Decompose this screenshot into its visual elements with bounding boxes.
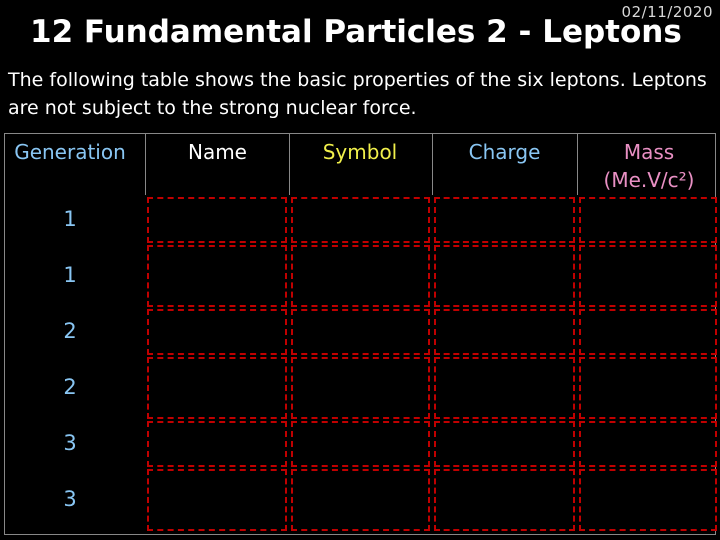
symbol-cell[interactable] bbox=[291, 469, 430, 531]
generation-cell: 2 bbox=[63, 319, 77, 343]
slide-title: 12 Fundamental Particles 2 - Leptons bbox=[30, 14, 682, 50]
generation-cell: 1 bbox=[63, 207, 77, 231]
symbol-cell[interactable] bbox=[291, 421, 430, 467]
mass-cell[interactable] bbox=[579, 469, 717, 531]
mass-cell[interactable] bbox=[579, 421, 717, 467]
column-divider bbox=[577, 134, 578, 195]
generation-cell: 3 bbox=[63, 487, 77, 511]
name-cell[interactable] bbox=[147, 469, 287, 531]
symbol-cell[interactable] bbox=[291, 245, 430, 307]
name-cell[interactable] bbox=[147, 421, 287, 467]
name-cell[interactable] bbox=[147, 197, 287, 243]
charge-cell[interactable] bbox=[434, 197, 575, 243]
header-symbol: Symbol bbox=[322, 140, 398, 164]
mass-cell[interactable] bbox=[579, 245, 717, 307]
column-divider bbox=[145, 134, 146, 195]
generation-cell: 2 bbox=[63, 375, 77, 399]
header-charge: Charge bbox=[468, 140, 541, 164]
column-divider bbox=[432, 134, 433, 195]
mass-cell[interactable] bbox=[579, 197, 717, 243]
header-mass bbox=[583, 138, 715, 194]
charge-cell[interactable] bbox=[434, 309, 575, 355]
generation-cell: 1 bbox=[63, 263, 77, 287]
header-mass-line1: Mass bbox=[623, 140, 675, 164]
charge-cell[interactable] bbox=[434, 357, 575, 419]
intro-paragraph: The following table shows the basic properties of the six leptons. Leptons are not subject to the strong nuclear force. bbox=[8, 69, 707, 119]
column-divider bbox=[289, 134, 290, 195]
name-cell[interactable] bbox=[147, 357, 287, 419]
mass-cell[interactable] bbox=[579, 357, 717, 419]
name-cell[interactable] bbox=[147, 245, 287, 307]
header-generation: Generation bbox=[14, 140, 126, 164]
charge-cell[interactable] bbox=[434, 469, 575, 531]
generation-cell: 3 bbox=[63, 431, 77, 455]
header-name: Name bbox=[187, 140, 247, 164]
symbol-cell[interactable] bbox=[291, 309, 430, 355]
slide-date: 02/11/2020 bbox=[621, 3, 713, 21]
name-cell[interactable] bbox=[147, 309, 287, 355]
charge-cell[interactable] bbox=[434, 245, 575, 307]
mass-cell[interactable] bbox=[579, 309, 717, 355]
header-mass-line2: (Me.V/c²) bbox=[603, 168, 695, 192]
charge-cell[interactable] bbox=[434, 421, 575, 467]
symbol-cell[interactable] bbox=[291, 357, 430, 419]
symbol-cell[interactable] bbox=[291, 197, 430, 243]
